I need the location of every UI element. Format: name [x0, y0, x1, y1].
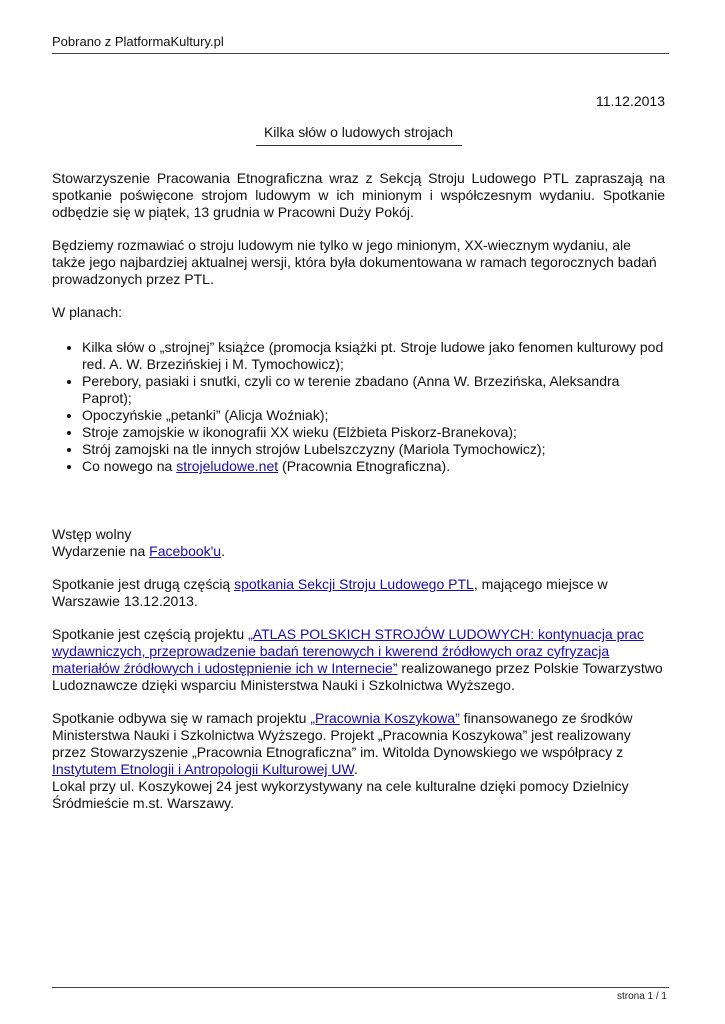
- list-item: • Stroje zamojskie w ikonografii XX wieku (Elżbieta Piskorz-Branekova);: [82, 424, 665, 441]
- list-item: • Strój zamojski na tle innych strojów Lubelszczyzny (Mariola Tymochowicz);: [82, 441, 665, 458]
- page-header: [52, 34, 669, 54]
- plans-heading: W planach:: [52, 304, 123, 320]
- list-item: • Perebory, pasiaki i snutki, czyli co w terenie zbadano (Anna W. Brzezińska, Aleksandra Paprot);: [82, 373, 665, 407]
- list-item: [82, 458, 665, 475]
- location-paragraph: Lokal przy ul. Koszykowej 24 jest wykorzystywany na cele kulturalne dzięki pomocy Dzielnicy Śródmieście m.st. Warszawy.: [52, 778, 629, 811]
- strojeludowe-link[interactable]: strojeludowe.net: [176, 458, 279, 474]
- intro-paragraph: Stowarzyszenie Pracowania Etnograficzna wraz z Sekcją Stroju Ludowego PTL zapraszają na spotkanie poświęcone strojom ludowym w ich minionym i współczesnym wydaniu. Spotkanie odbędzie się w piątek, 13 grudnia w Pracowni Duży Pokój.: [52, 170, 665, 220]
- list-item-text: Co nowego na: [82, 458, 177, 474]
- ptl-meeting-link[interactable]: spotkania Sekcji Stroju Ludowego PTL: [234, 576, 474, 592]
- list-item: • Opoczyńskie „petanki” (Alicja Woźniak);: [82, 407, 665, 424]
- article-date: 11.12.2013: [595, 93, 665, 109]
- second-part-paragraph: Spotkanie jest drugą częścią spotkania Sekcji Stroju Ludowego PTL, mającego miejsce w Warszawie 13.12.2013.: [52, 576, 608, 609]
- article-title: Kilka słów o ludowych strojach: [263, 124, 454, 140]
- description-paragraph: Będziemy rozmawiać o stroju ludowym nie tylko w jego minionym, XX-wiecznym wydaniu, ale także jego najbardziej aktualnej wersji, która była dokumentowana w ramach tegorocznych badań prowadzonych przez PTL.: [52, 237, 657, 287]
- institute-link[interactable]: Instytutem Etnologii i Antropologii Kulturowej UW: [52, 761, 354, 777]
- atlas-project-link[interactable]: „ATLAS POLSKICH STROJÓW LUDOWYCH: kontynuacja prac wydawniczych, przeprowadzenie badań terenowych i kwerend źródłowych oraz cyfryzacja materiałów źródłowych i udostępnienie ich w Internecie”: [52, 626, 644, 676]
- pracownia-koszykowa-link[interactable]: „Pracownia Koszykowa”: [310, 710, 460, 726]
- title-underline: [256, 145, 462, 146]
- event-line: Wydarzenie na Facebook'u.: [52, 543, 225, 559]
- article-body: [52, 93, 665, 812]
- entry-info: Wstęp wolny: [52, 526, 132, 542]
- facebook-link[interactable]: Facebook'u: [149, 543, 222, 559]
- list-item: • Kilka słów o „strojnej” książce (promocja książki pt. Stroje ludowe jako fenomen kulturowy pod red. A. W. Brzezińskiej i M. Tymochowicz);: [82, 339, 665, 373]
- project-paragraph: Spotkanie jest częścią projektu „ATLAS POLSKICH STROJÓW LUDOWYCH: kontynuacja prac wydawniczych, przeprowadzenie badań terenowych i kwerend źródłowych oraz cyfryzacja materiałów źródłowych i udostępnienie ich w Internecie” realizowanego przez Polskie Towarzystwo Ludoznawcze dzięki wsparciu Ministerstwa Nauki i Szkolnictwa Wyższego.: [52, 626, 663, 693]
- source-label: Pobrano z PlatformaKultury.pl: [52, 34, 224, 49]
- page-number: strona 1 / 1: [616, 991, 667, 1002]
- list-item-text: (Pracownia Etnograficzna).: [278, 458, 451, 474]
- venue-paragraph: Spotkanie odbywa się w ramach projektu „Pracownia Koszykowa” finansowanego ze środków Ministerstwa Nauki i Szkolnictwa Wyższego. Projekt „Pracownia Koszykowa” jest realizowany przez Stowarzyszenie „Pracownia Etnograficzna” im. Witolda Dynowskiego we współpracy z Instytutem Etnologii i Antropologii Kulturowej UW.: [52, 710, 633, 777]
- plans-list: [52, 339, 665, 475]
- footer-divider: [52, 987, 669, 988]
